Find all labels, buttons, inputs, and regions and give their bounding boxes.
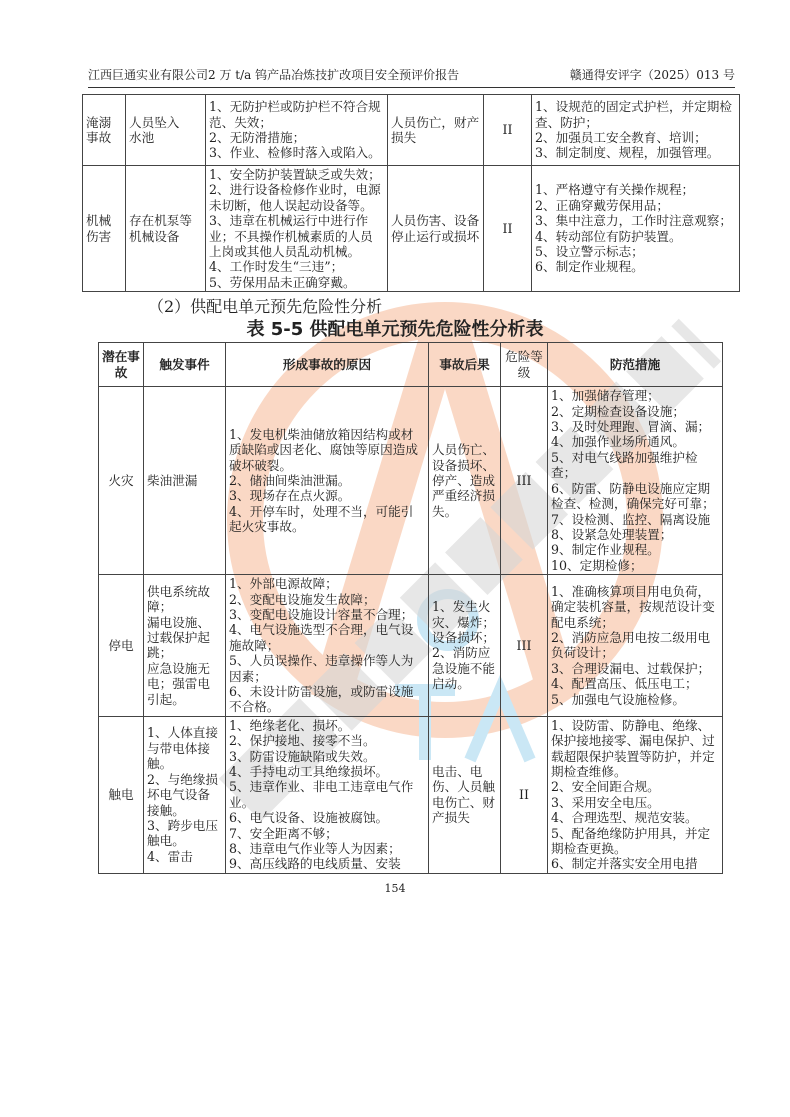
- power-supply-hazard-table: [98, 342, 723, 874]
- cell-consequence: 人员伤害、设备停止运行或损坏: [388, 166, 484, 292]
- page-number: 154: [384, 881, 406, 895]
- cell-level: II: [501, 716, 548, 873]
- cell-measures: 1、设规范的固定式护栏，并定期检查、防护； 2、加强员工安全教育、培训； 3、制定制度、规程，加强管理。: [532, 95, 740, 166]
- cell-level: II: [484, 166, 532, 292]
- header-consequence: 事故后果: [429, 343, 501, 387]
- cell-level: III: [501, 575, 548, 717]
- table-row: [99, 387, 723, 575]
- previous-table-continuation: [82, 94, 740, 292]
- cell-measures: 1、加强储存管理； 2、定期检查设备设施； 3、及时处理跑、冒滴、漏； 4、加强作业场所通风。 5、对电气线路加强维护检查； 6、防雷、防静电设施应定期检查、检测，确保完好可靠； 7、设检测、监控、隔离设施 8、设紧急处理装置； 9、制定作业规程。 10、定期检修；: [548, 387, 723, 575]
- cell-cause: 1、无防护栏或防护栏不符合规范、失效； 2、无防滑措施； 3、作业、检修时落入或陷入。: [206, 95, 388, 166]
- cell-trigger: 供电系统故障； 漏电设施、过载保护起跳； 应急设施无电；强雷电引起。: [144, 575, 226, 717]
- cell-measures: 1、准确核算项目用电负荷，确定装机容量，按规范设计变配电系统； 2、消防应急用电按二级用电负荷设计； 3、合理设漏电、过载保护； 4、配置高压、低压电工； 5、加强电气设施检修。: [548, 575, 723, 717]
- cell-accident: 机械 伤害: [83, 166, 126, 292]
- cell-measures: 1、设防雷、防静电、绝缘、保护接地接零、漏电保护、过载超限保护装置等防护，并定期检查维修。 2、安全间距合规。 3、采用安全电压。 4、合理选型、规范安装。 5、配备绝缘防护用具，并定期检查更换。 6、制定并落实安全用电措: [548, 716, 723, 873]
- header-cause: 形成事故的原因: [226, 343, 429, 387]
- table-header-row: [99, 343, 723, 387]
- header-report-title: 江西巨通实业有限公司2 万 t/a 钨产品冶炼技扩改项目安全预评价报告: [88, 68, 460, 82]
- page-header: [88, 66, 735, 88]
- table-row: [83, 95, 740, 166]
- cell-trigger: 人员坠入 水池: [126, 95, 206, 166]
- cell-accident: 停电: [99, 575, 144, 717]
- header-trigger-event: 触发事件: [144, 343, 226, 387]
- section-subheading: （2）供配电单元预先危险性分析: [148, 297, 383, 317]
- cell-consequence: 电击、电伤、人员触电伤亡、财产损失: [429, 716, 501, 873]
- header-doc-number: 赣通得安评字（2025）013 号: [569, 68, 735, 82]
- header-measures: 防范措施: [548, 343, 723, 387]
- cell-cause: 1、安全防护装置缺乏或失效； 2、进行设备检修作业时，电源未切断，他人误起动设备等。 3、违章在机械运行中进行作业；不具操作机械素质的人员上岗或其他人员乱动机械。 4、工作时发生“三违”； 5、劳保用品未正确穿戴。: [206, 166, 388, 292]
- cell-consequence: 1、发生火灾、爆炸；设备损坏； 2、消防应急设施不能启动。: [429, 575, 501, 717]
- header-hazard-level: 危险等级: [501, 343, 548, 387]
- cell-measures: 1、严格遵守有关操作规程； 2、正确穿戴劳保用品； 3、集中注意力，工作时注意观察； 4、转动部位有防护装置。 5、设立警示标志； 6、制定作业规程。: [532, 166, 740, 292]
- cell-consequence: 人员伤亡，财产损失: [388, 95, 484, 166]
- table-title: 表 5-5 供配电单元预先危险性分析表: [246, 319, 544, 341]
- cell-trigger: 存在机泵等机械设备: [126, 166, 206, 292]
- cell-accident: 触电: [99, 716, 144, 873]
- cell-cause: 1、绝缘老化、损坏。 2、保护接地、接零不当。 3、防雷设施缺陷或失效。 4、手持电动工具绝缘损坏。 5、违章作业、非电工违章电气作业。 6、电气设备、设施被腐蚀。 7、安全距离不够； 8、违章电气作业等人为因素； 9、高压线路的电线质量、安装: [226, 716, 429, 873]
- cell-level: III: [501, 387, 548, 575]
- cell-accident: 火灾: [99, 387, 144, 575]
- cell-cause: 1、外部电源故障； 2、变配电设施发生故障； 3、变配电设施设计容量不合理； 4、电气设施选型不合理，电气设施故障； 5、人员误操作、违章操作等人为因素； 6、未设计防雷设施，或防雷设施不合格。: [226, 575, 429, 717]
- cell-consequence: 人员伤亡、设备损坏、停产、造成严重经济损失。: [429, 387, 501, 575]
- cell-cause: 1、发电机柴油储放箱因结构或材质缺陷或因老化、腐蚀等原因造成破坏破裂。 2、储油间柴油泄漏。 3、现场存在点火源。 4、开停车时，处理不当，可能引起火灾事故。: [226, 387, 429, 575]
- cell-level: II: [484, 95, 532, 166]
- cell-accident: 淹溺 事故: [83, 95, 126, 166]
- cell-trigger: 柴油泄漏: [144, 387, 226, 575]
- table-row: [83, 166, 740, 292]
- table-row: [99, 575, 723, 717]
- table-row: [99, 716, 723, 873]
- cell-trigger: 1、人体直接与带电体接触。 2、与绝缘损坏电气设备接触。 3、跨步电压触电。 4、雷击: [144, 716, 226, 873]
- header-potential-accident: 潜在事故: [99, 343, 144, 387]
